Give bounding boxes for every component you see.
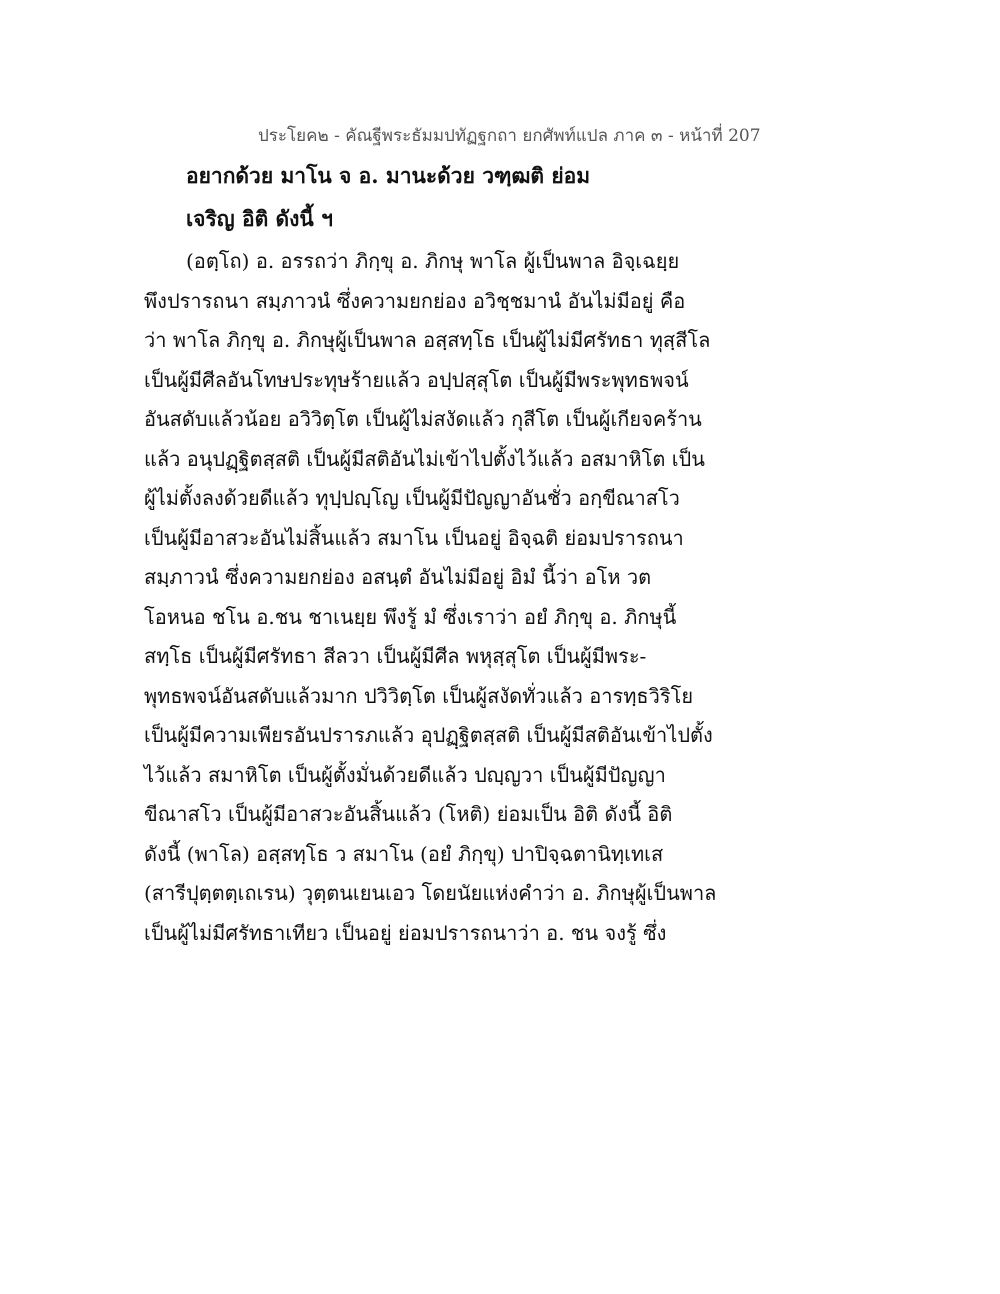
body-line-1: (อตฺโถ) อ. อรรถว่า ภิกฺขุ อ. ภิกษุ พาโล ผู้เป็นพาล อิจฺเฉยฺย [186, 249, 680, 273]
body-line-15: ขีณาสโว เป็นผู้มีอาสวะอันสิ้นแล้ว (โหติ) ย่อมเป็น อิติ ดังนี้ อิติ [144, 802, 673, 826]
body-line-4: เป็นผู้มีศีลอันโทษประทุษร้ายแล้ว อปฺปสฺสุโต เป็นผู้มีพระพุทธพจน์ [144, 368, 689, 392]
body-line-13: เป็นผู้มีความเพียรอันปรารภแล้ว อุปฏฺฐิตสฺสติ เป็นผู้มีสติอันเข้าไปตั้ง [144, 723, 713, 747]
body-line-5: อันสดับแล้วน้อย อวิวิตฺโต เป็นผู้ไม่สงัดแล้ว กุสีโต เป็นผู้เกียจคร้าน [144, 407, 702, 431]
body-line-11: สทฺโธ เป็นผู้มีศรัทธา สีลวา เป็นผู้มีศีล พหุสฺสุโต เป็นผู้มีพระ- [144, 644, 647, 668]
body-line-18: เป็นผู้ไม่มีศรัทธาเทียว เป็นอยู่ ย่อมปรารถนาว่า อ. ชน จงรู้ ซึ่ง [144, 921, 667, 945]
body-line-2: พึงปรารถนา สมฺภาวนํ ซึ่งความยกย่อง อวิชฺชมานํ อันไม่มีอยู่ คือ [144, 289, 686, 313]
running-header: ประโยค๒ - คัณฐีพระธัมมปทัฏฐกถา ยกศัพท์แปล ภาค ๓ - หน้าที่ 207 [258, 126, 761, 146]
body-line-8: เป็นผู้มีอาสวะอันไม่สิ้นแล้ว สมาโน เป็นอยู่ อิจฺฉติ ย่อมปรารถนา [144, 526, 684, 550]
bold-line-2: เจริญ อิติ ดังนี้ ฯ [186, 206, 333, 231]
body-line-3: ว่า พาโล ภิกฺขุ อ. ภิกษุผู้เป็นพาล อสฺสทฺโธ เป็นผู้ไม่มีศรัทธา ทุสฺสีโล [144, 328, 711, 352]
bold-line-1: อยากด้วย มาโน จ อ. มานะด้วย วฑฺฒติ ย่อม [186, 163, 591, 188]
body-line-6: แล้ว อนุปฏฺฐิตสฺสติ เป็นผู้มีสติอันไม่เข้าไปตั้งไว้แล้ว อสมาหิโต เป็น [144, 447, 705, 471]
body-line-10: โอหนอ ชโน อ.ชน ชาเนยฺย พึงรู้ มํ ซึ่งเราว่า อยํ ภิกฺขุ อ. ภิกษุนี้ [144, 605, 677, 629]
body-line-17: (สารีปุตฺตตฺเถเรน) วุตฺตนเยนเอว โดยนัยแห่งคำว่า อ. ภิกษุผู้เป็นพาล [144, 881, 717, 905]
body-line-14: ไว้แล้ว สมาหิโต เป็นผู้ตั้งมั่นด้วยดีแล้ว ปญฺญวา เป็นผู้มีปัญญา [144, 763, 666, 787]
body-line-7: ผู้ไม่ตั้งลงด้วยดีแล้ว ทุปฺปญฺโญ เป็นผู้มีปัญญาอันชั่ว อกฺขีณาสโว [144, 486, 680, 510]
body-line-9: สมฺภาวนํ ซึ่งความยกย่อง อสนฺตํ อันไม่มีอยู่ อิมํ นี้ว่า อโห วต [144, 565, 652, 589]
body-line-16: ดังนี้ (พาโล) อสฺสทฺโธ ว สมาโน (อยํ ภิกฺขุ) ปาปิจฺฉตานิทฺเทเส [144, 842, 664, 866]
body-line-12: พุทธพจน์อันสดับแล้วมาก ปวิวิตฺโต เป็นผู้สงัดทั่วแล้ว อารทฺธวิริโย [144, 684, 694, 708]
